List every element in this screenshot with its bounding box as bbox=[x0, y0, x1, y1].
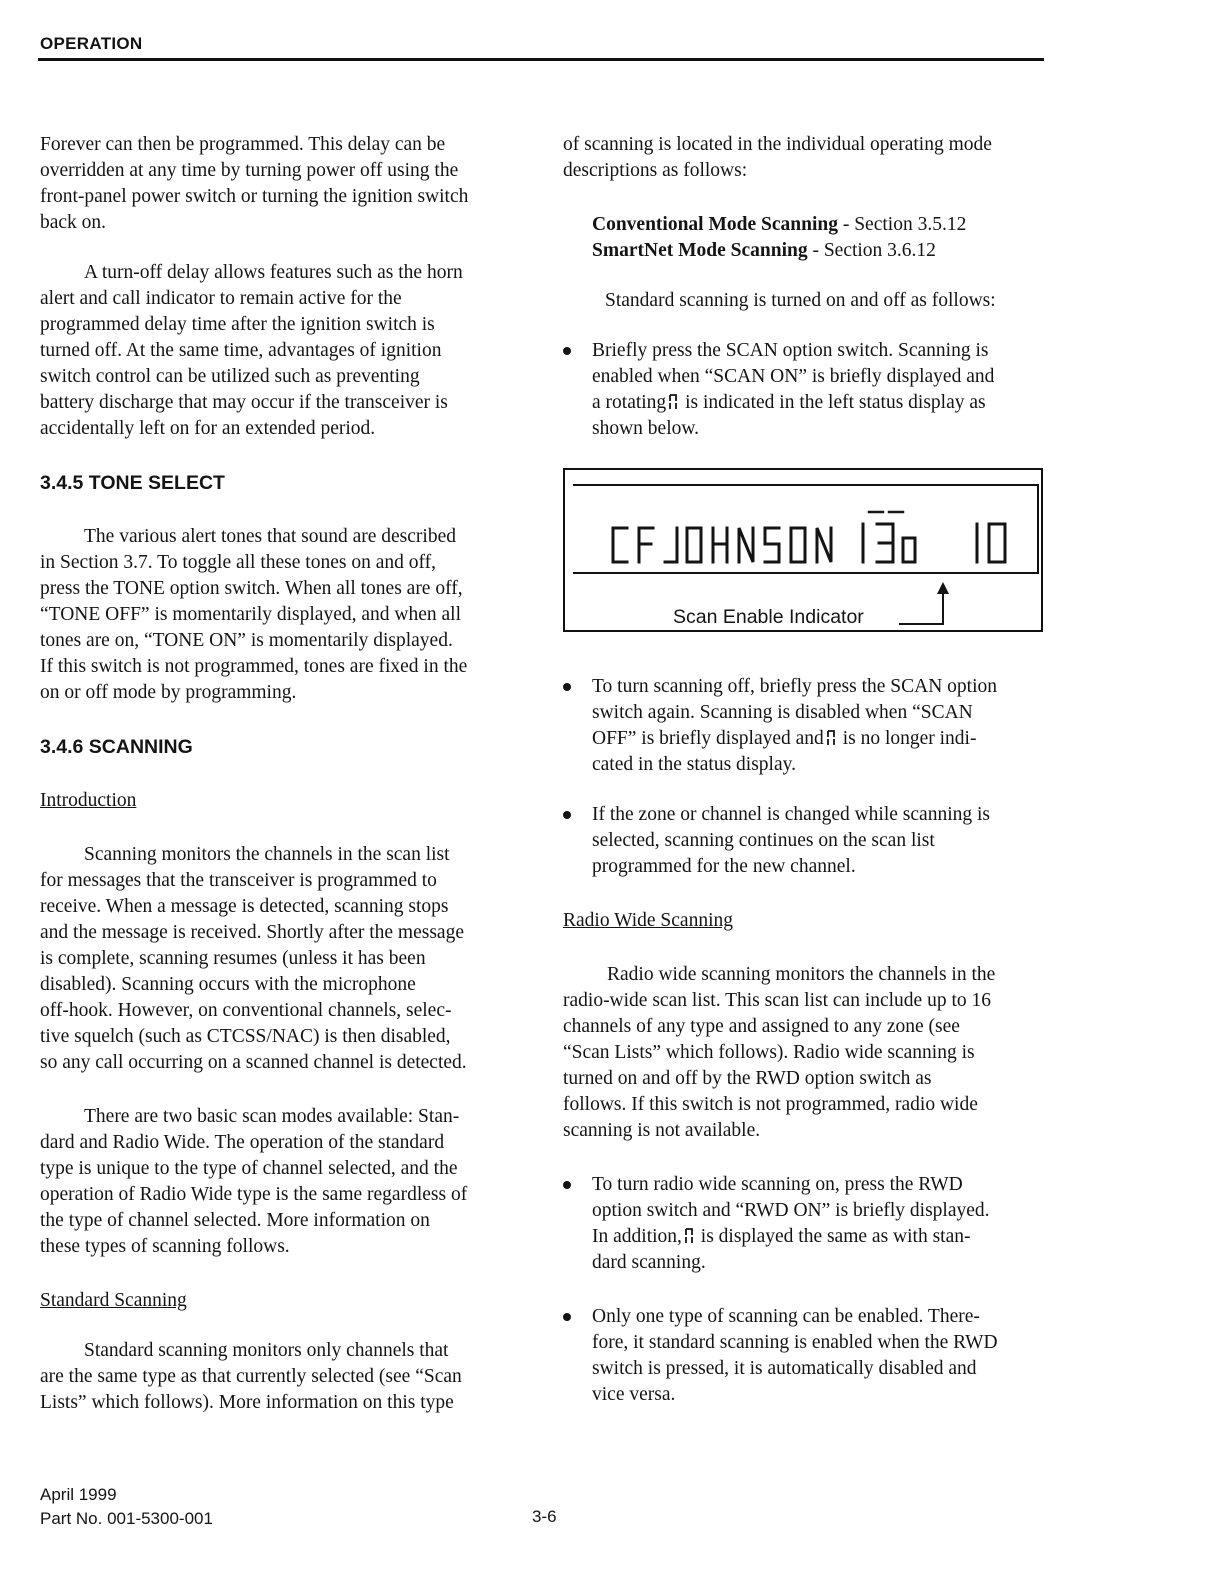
bullet-dot bbox=[563, 683, 571, 691]
bullet-scan-on bbox=[563, 338, 1048, 442]
bullet-zone-channel bbox=[563, 802, 1048, 880]
paragraph-standard-scanning: Standard scanning monitors only channels that are the same type as that currently selected (see “Scan Lists” which follows). More information on this type bbox=[40, 1340, 462, 1413]
section-heading-scanning: 3.4.6 SCANNING bbox=[40, 736, 193, 758]
indicator-arrow-icon bbox=[895, 582, 955, 630]
bullet-dot bbox=[563, 347, 571, 355]
page-number: 3-6 bbox=[532, 1507, 557, 1526]
lcd-segment-graphic bbox=[573, 486, 1035, 572]
bullet-scan-off-text-b: is no longer indi- cated in the status display. bbox=[592, 728, 977, 775]
reference-conventional-title: Conventional Mode Scanning bbox=[592, 214, 838, 235]
bullet-dot bbox=[563, 1181, 571, 1189]
scan-indicator-icon bbox=[684, 1227, 694, 1245]
paragraph-scanning-intro: Scanning monitors the channels in the scan list for messages that the transceiver is programmed to receive. When a message is detected, scanning stops and the message is received. Shortly after the message is complete, scanning resumes (unless it has been disabled). Scanning occurs with the microphone off-hook. However, on conventional channels, selec- tive squelch (such as CTCSS/NAC) is then disabled, so any call occurring on a scanned channel is detected. bbox=[40, 844, 467, 1073]
reference-smartnet-section: - Section 3.6.12 bbox=[807, 240, 936, 261]
subheading-standard-scanning: Standard Scanning bbox=[40, 1290, 187, 1311]
lcd-display bbox=[573, 484, 1039, 574]
reference-conventional-section: - Section 3.5.12 bbox=[837, 214, 967, 235]
display-figure bbox=[563, 468, 1043, 632]
subheading-radio-wide-scanning: Radio Wide Scanning bbox=[563, 910, 733, 931]
bullet-scan-off-text-a: To turn scanning off, briefly press the SCAN option switch again. Scanning is disabled when “SCAN OFF” is briefly displayed and bbox=[592, 676, 998, 749]
reference-conventional bbox=[592, 212, 1048, 238]
bullet-scan-on-text-a: Briefly press the SCAN option switch. Scanning is enabled when “SCAN ON” is briefly displayed and a rotating bbox=[592, 340, 995, 413]
left-column bbox=[40, 132, 522, 1416]
bullet-scan-on-text-b: is indicated in the left status display as shown below. bbox=[592, 392, 986, 439]
reference-smartnet-title: SmartNet Mode Scanning bbox=[592, 240, 808, 261]
bullet-rwd-on-text-a: To turn radio wide scanning on, press the RWD option switch and “RWD ON” is briefly displayed. In addition, bbox=[592, 1174, 990, 1247]
bullet-one-type-text: Only one type of scanning can be enabled. There- fore, it standard scanning is enabled when the RWD switch is pressed, it is automatically disabled and vice versa. bbox=[592, 1306, 998, 1405]
paragraph-tone-select: The various alert tones that sound are described in Section 3.7. To toggle all these tones on and off, press the TONE option switch. When all tones are off, “TONE OFF” is momentarily displayed, and when all tones are on, “TONE ON” is momentarily displayed. If this switch is not programmed, tones are fixed in the on or off mode by programming. bbox=[40, 526, 468, 703]
bullet-rwd-on-text-b: is displayed the same as with stan- dard scanning. bbox=[592, 1226, 971, 1273]
section-heading-tone-select: 3.4.5 TONE SELECT bbox=[40, 472, 225, 494]
right-column-lower bbox=[563, 674, 1048, 1408]
footer-date: April 1999 bbox=[40, 1485, 117, 1504]
bullet-scan-off bbox=[563, 674, 1048, 778]
footer bbox=[40, 1483, 213, 1531]
paragraph-scanning-location: of scanning is located in the individual operating mode descriptions as follows: bbox=[563, 134, 992, 181]
header-rule bbox=[38, 58, 1044, 61]
page-header-title: OPERATION bbox=[40, 34, 143, 53]
bullet-one-type bbox=[563, 1304, 1048, 1408]
paragraph-turn-off-delay: A turn-off delay allows features such as the horn alert and call indicator to remain active for the programmed delay time after the ignition switch is turned off. At the same time, advantages of ignition switch control can be utilized such as preventing battery discharge that may occur if the transceiver is accidentally left on for an extended period. bbox=[40, 262, 463, 439]
footer-part-number: Part No. 001-5300-001 bbox=[40, 1509, 213, 1528]
reference-smartnet bbox=[592, 238, 1048, 264]
figure-caption: Scan Enable Indicator bbox=[673, 606, 864, 628]
paragraph-forever: Forever can then be programmed. This delay can be overridden at any time by turning power off using the front-panel power switch or turning the ignition switch back on. bbox=[40, 134, 469, 233]
paragraph-standard-on-off: Standard scanning is turned on and off as follows: bbox=[605, 290, 996, 311]
scan-indicator-icon bbox=[668, 393, 678, 411]
bullet-dot bbox=[563, 1313, 571, 1321]
bullet-rwd-on bbox=[563, 1172, 1048, 1276]
paragraph-scan-modes: There are two basic scan modes available: Stan- dard and Radio Wide. The operation of the standard type is unique to the type of channel selected, and the operation of Radio Wide type is the same regardless of the type of channel selected. More information on these types of scanning follows. bbox=[40, 1106, 468, 1257]
paragraph-radio-wide: Radio wide scanning monitors the channels in the radio-wide scan list. This scan list can include up to 16 channels of any type and assigned to any zone (see “Scan Lists” which follows). Radio wide scanning is turned on and off by the RWD option switch as follows. If this switch is not programmed, radio wide scanning is not available. bbox=[563, 964, 996, 1141]
subheading-introduction: Introduction bbox=[40, 790, 137, 811]
right-column bbox=[563, 132, 1048, 442]
bullet-zone-channel-text: If the zone or channel is changed while scanning is selected, scanning continues on the scan list programmed for the new channel. bbox=[592, 804, 990, 877]
scan-indicator-icon bbox=[826, 729, 836, 747]
bullet-dot bbox=[563, 811, 571, 819]
